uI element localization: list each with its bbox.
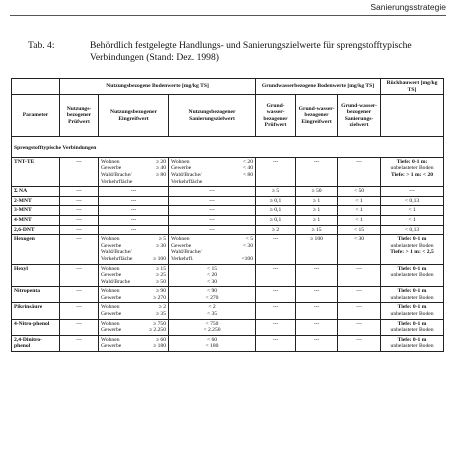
eingreif-line	[101, 295, 166, 302]
section-row	[12, 137, 444, 158]
eingreif-value: ≥ 60	[155, 336, 166, 343]
rueckbau-line: Tiefe: 0-1 m	[397, 288, 427, 295]
sanier-value: < 2	[208, 304, 216, 311]
cell-g-sanierungszielwert: < 1	[338, 215, 381, 225]
eingreif-use: Gewerbe	[101, 311, 122, 318]
cell-g-pruefwert: ---	[256, 264, 296, 287]
cell-parameter: 2,6-DNT	[12, 225, 60, 235]
sanier-use: Wald/Brache/	[171, 171, 202, 178]
eingreif-value: ≥ 30	[155, 242, 166, 249]
eingreif-use: Gewerbe	[101, 272, 122, 279]
cell-parameter: TNT-TE	[12, 157, 60, 186]
cell-g-sanierungszielwert: < 15	[338, 225, 381, 235]
cell-g-pruefwert: ≥ 0,1	[256, 215, 296, 225]
sanier-value: < 40	[242, 165, 254, 172]
cell-n-eingreifwert	[99, 287, 169, 303]
eingreif-line	[101, 179, 166, 186]
cell-parameter: 4-MNT	[12, 215, 60, 225]
sanier-value: < 35	[206, 311, 218, 318]
eingreif-line	[101, 249, 166, 256]
eingreif-line	[101, 272, 166, 279]
table-row	[12, 196, 444, 206]
cell-parameter: Σ NA	[12, 187, 60, 197]
cell-g-eingreifwert: ---	[296, 157, 338, 186]
cell-parameter: Hexogen	[12, 235, 60, 264]
eingreif-line	[101, 279, 166, 286]
sanier-value: < 20	[242, 158, 254, 165]
eingreif-line	[101, 165, 166, 172]
eingreif-line	[101, 311, 166, 318]
sanier-value: < 30	[206, 278, 218, 285]
cell-n-eingreifwert	[99, 264, 169, 287]
sanier-use: Wald/Brache/	[171, 249, 202, 256]
eingreif-use: Wohnen	[101, 320, 120, 327]
table-row	[12, 235, 444, 264]
table-row	[12, 319, 444, 335]
eingreif-value: ≥ 50	[155, 278, 166, 285]
eingreif-use: Wohnen	[101, 265, 120, 272]
rueckbau-line: Tiefe: 0-1 m	[397, 304, 427, 311]
col-g-eingreifwert: Grund-wasser-bezogener Eingreifwert	[296, 95, 338, 137]
cell-rueckbauwert	[381, 264, 444, 287]
sanier-value: < 60	[206, 336, 218, 343]
sanier-value: < 2.250	[203, 327, 221, 334]
cell-n-sanierungszielwert	[169, 264, 256, 287]
cell-g-eingreifwert: ---	[296, 303, 338, 319]
cell-rueckbauwert	[381, 235, 444, 264]
eingreif-line	[101, 236, 166, 243]
eingreif-use: Wohnen	[101, 236, 120, 243]
eingreif-use: Gewerbe	[101, 242, 122, 249]
sanier-line	[171, 179, 253, 186]
cell-n-pruefwert: ---	[60, 319, 99, 335]
cell-g-sanierungszielwert: < 1	[338, 206, 381, 216]
caption-table-number: Tab. 4:	[28, 40, 55, 51]
cell-n-eingreifwert: ---	[99, 187, 169, 197]
cell-rueckbauwert: ---	[381, 187, 444, 197]
sanier-value: < 270	[205, 294, 219, 301]
eingreif-use: Verkehrfläche	[101, 178, 133, 185]
table-row	[12, 225, 444, 235]
eingreif-value: ≥ 2.250	[148, 327, 166, 334]
table-row	[12, 335, 444, 351]
cell-n-pruefwert: ---	[60, 206, 99, 216]
group-header-row	[12, 79, 444, 95]
cell-n-sanierungszielwert: ---	[169, 225, 256, 235]
cell-n-pruefwert: ---	[60, 335, 99, 351]
group-empty-cell	[12, 79, 60, 95]
cell-g-pruefwert: ≥ 0,1	[256, 206, 296, 216]
cell-rueckbauwert: < 1	[381, 206, 444, 216]
cell-g-eingreifwert: ---	[296, 335, 338, 351]
cell-g-pruefwert: ---	[256, 235, 296, 264]
col-g-sanierungszielwert: Grund-wasser-bezogener Sanierungs-zielwert	[338, 95, 381, 137]
eingreif-value: ≥ 25	[155, 272, 166, 279]
table-row	[12, 187, 444, 197]
rueckbau-line: unbelasteter Boden	[390, 311, 434, 318]
cell-n-eingreifwert	[99, 157, 169, 186]
cell-n-sanierungszielwert: ---	[169, 187, 256, 197]
cell-g-pruefwert: ---	[256, 319, 296, 335]
cell-n-eingreifwert	[99, 335, 169, 351]
cell-g-sanierungszielwert: < 1	[338, 196, 381, 206]
cell-rueckbauwert: < 0,13	[381, 225, 444, 235]
sanier-value: < 80	[242, 171, 254, 178]
rueckbau-line: unbelasteter Boden	[390, 343, 434, 350]
eingreif-value: ≥ 180	[153, 343, 166, 350]
sanier-line	[171, 249, 253, 256]
cell-n-pruefwert: ---	[60, 157, 99, 186]
cell-g-sanierungszielwert: ---	[338, 303, 381, 319]
eingreif-value: ≥ 40	[155, 165, 166, 172]
sanier-value: < 90	[206, 288, 218, 295]
cell-n-pruefwert: ---	[60, 225, 99, 235]
cell-g-pruefwert: ---	[256, 303, 296, 319]
sanier-line	[171, 172, 253, 179]
eingreif-value: ≥ 80	[155, 171, 166, 178]
cell-n-pruefwert: ---	[60, 303, 99, 319]
table-row	[12, 287, 444, 303]
table-row	[12, 206, 444, 216]
eingreif-use: Gewerbe	[101, 165, 122, 172]
cell-rueckbauwert	[381, 287, 444, 303]
sanier-use: Verkehrfläche	[171, 178, 203, 185]
sanier-use: Gewerbe	[171, 242, 192, 249]
running-header: Sanierungsstrategie	[370, 2, 446, 12]
cell-n-eingreifwert: ---	[99, 225, 169, 235]
group-nutzung: Nutzungsbezogene Bodenwerte [mg/kg TS]	[60, 79, 256, 95]
cell-g-pruefwert: ---	[256, 287, 296, 303]
eingreif-line	[101, 304, 166, 311]
eingreif-line	[101, 288, 166, 295]
eingreif-line	[101, 243, 166, 250]
cell-parameter: Hexyl	[12, 264, 60, 287]
sanier-line	[171, 256, 253, 263]
sanier-value: < 180	[205, 343, 219, 350]
cell-n-sanierungszielwert	[169, 287, 256, 303]
sanier-line	[171, 236, 253, 243]
cell-n-pruefwert: ---	[60, 287, 99, 303]
cell-rueckbauwert: < 0,13	[381, 196, 444, 206]
cell-parameter: 2,4-Dinitro-phenol	[12, 335, 60, 351]
eingreif-line	[101, 159, 166, 166]
cell-n-sanierungszielwert	[169, 319, 256, 335]
cell-n-sanierungszielwert: ---	[169, 215, 256, 225]
table-row	[12, 303, 444, 319]
eingreif-use: Wohnen	[101, 336, 120, 343]
eingreif-use: Gewerbe	[101, 327, 122, 334]
rueckbau-line: unbelasteter Boden	[390, 294, 434, 301]
cell-n-pruefwert: ---	[60, 264, 99, 287]
group-grundwasser: Grundwasserbezogene Bodenwerte [mg/kg TS]	[256, 79, 381, 95]
col-n-pruefwert: Nutzungs-bezogener Prüfwert	[60, 95, 99, 137]
cell-g-sanierungszielwert: ---	[338, 319, 381, 335]
sanier-use: Wohnen	[171, 158, 190, 165]
cell-g-pruefwert: ≥ 0,1	[256, 196, 296, 206]
values-table	[11, 78, 444, 352]
eingreif-value: ≥ 20	[155, 158, 166, 165]
cell-n-eingreifwert	[99, 319, 169, 335]
cell-g-sanierungszielwert: ---	[338, 264, 381, 287]
sanier-value: < 15	[206, 265, 218, 272]
eingreif-use: Verkehrfläche	[101, 255, 133, 262]
col-parameter: Parameter	[12, 95, 60, 137]
cell-rueckbauwert	[381, 157, 444, 186]
table-row	[12, 157, 444, 186]
eingreif-line	[101, 256, 166, 263]
eingreif-value: ≥ 750	[153, 320, 166, 327]
cell-g-eingreifwert: ≥ 1	[296, 215, 338, 225]
sanier-use: Wohnen	[171, 236, 190, 243]
rueckbau-line: Tiefe: > 1 m: < 20	[390, 171, 434, 178]
eingreif-line	[101, 327, 166, 334]
cell-g-eingreifwert: ≥ 50	[296, 187, 338, 197]
cell-g-sanierungszielwert: ---	[338, 287, 381, 303]
rueckbau-line: unbelasteter Boden	[390, 242, 434, 249]
group-rueckbau: Rückbauwert [mg/kg TS]	[381, 79, 444, 95]
caption-text: Behördlich festgelegte Handlungs- und Sanierungszielwerte für sprengstofftypische Verbindungen (Stand: Dez. 1998)	[90, 40, 412, 63]
rueckbau-line: Tiefe: > 1 m: < 2,5	[390, 249, 434, 256]
sanier-value: < 5	[245, 236, 254, 243]
rueckbau-line: Tiefe: 0-1 m:	[396, 158, 428, 165]
col-n-sanierungszielwert: Nutzungsbezogener Sanierungszielwert	[169, 95, 256, 137]
column-header-row	[12, 95, 444, 137]
cell-parameter: 2-MNT	[12, 196, 60, 206]
sanier-line	[171, 165, 253, 172]
table-body	[12, 137, 444, 352]
cell-g-sanierungszielwert: ---	[338, 157, 381, 186]
col-n-eingreifwert: Nutzungsbezogener Eingreifwert	[99, 95, 169, 137]
eingreif-value: ≥ 2	[158, 304, 166, 311]
cell-n-eingreifwert	[99, 303, 169, 319]
cell-rueckbauwert	[381, 319, 444, 335]
eingreif-line	[101, 172, 166, 179]
cell-n-sanierungszielwert: ---	[169, 196, 256, 206]
eingreif-value: ≥ 15	[155, 265, 166, 272]
eingreif-line	[101, 266, 166, 273]
eingreif-value: ≥ 100	[153, 255, 166, 262]
sanier-value: < 30	[242, 242, 254, 249]
rueckbau-line: unbelasteter Boden	[390, 272, 434, 279]
cell-g-pruefwert: ---	[256, 157, 296, 186]
sanier-value: < 750	[205, 320, 219, 327]
eingreif-use: Wald/Brache/	[101, 249, 132, 256]
sanier-use: Gewerbe	[171, 165, 192, 172]
eingreif-value: ≥ 5	[158, 236, 166, 243]
cell-parameter: 4-Nitro-phenol	[12, 319, 60, 335]
cell-g-eingreifwert: ≥ 1	[296, 206, 338, 216]
cell-parameter: Pikrinsäure	[12, 303, 60, 319]
cell-g-sanierungszielwert: < 30	[338, 235, 381, 264]
cell-n-sanierungszielwert	[169, 157, 256, 186]
eingreif-line	[101, 343, 166, 350]
cell-g-eingreifwert: ≥ 1	[296, 196, 338, 206]
eingreif-use: Gewerbe	[101, 343, 122, 350]
cell-n-eingreifwert: ---	[99, 206, 169, 216]
eingreif-use: Wohnen	[101, 304, 120, 311]
cell-g-eingreifwert: ---	[296, 287, 338, 303]
eingreif-use: Wohnen	[101, 158, 120, 165]
cell-g-pruefwert: ≥ 2	[256, 225, 296, 235]
eingreif-use: Wohnen	[101, 288, 120, 295]
cell-g-sanierungszielwert: ---	[338, 335, 381, 351]
sanier-use: Verkehrfl.	[171, 255, 194, 262]
sanier-line	[171, 243, 253, 250]
cell-g-sanierungszielwert: < 50	[338, 187, 381, 197]
cell-rueckbauwert: < 1	[381, 215, 444, 225]
cell-parameter: Nitropenta	[12, 287, 60, 303]
cell-parameter: 3-MNT	[12, 206, 60, 216]
rueckbau-line: Tiefe: 0-1 m	[397, 336, 427, 343]
cell-g-eingreifwert: ---	[296, 264, 338, 287]
section-title: Sprengstofftypische Verbindungen	[12, 137, 444, 158]
cell-g-pruefwert: ---	[256, 335, 296, 351]
eingreif-line	[101, 337, 166, 344]
eingreif-use: Wald/Brache	[101, 278, 131, 285]
cell-n-pruefwert: ---	[60, 196, 99, 206]
table-row	[12, 215, 444, 225]
eingreif-value: ≥ 90	[155, 288, 166, 295]
eingreif-use: Wald/Brache/	[101, 171, 132, 178]
eingreif-line	[101, 321, 166, 328]
eingreif-value: ≥ 35	[155, 311, 166, 318]
sanier-value: < 20	[206, 272, 218, 279]
col-g-pruefwert: Grund-wasser-bezogener Prüfwert	[256, 95, 296, 137]
cell-g-eingreifwert: ≥ 100	[296, 235, 338, 264]
sanier-value: <100	[241, 255, 254, 262]
cell-n-eingreifwert	[99, 235, 169, 264]
cell-n-pruefwert: ---	[60, 235, 99, 264]
table-row	[12, 264, 444, 287]
rueckbau-line: Tiefe: 0-1 m	[397, 236, 427, 243]
rueckbau-line: Tiefe: 0-1 m	[397, 320, 427, 327]
cell-g-eingreifwert: ≥ 15	[296, 225, 338, 235]
cell-n-pruefwert: ---	[60, 215, 99, 225]
sanier-line	[171, 159, 253, 166]
cell-n-sanierungszielwert	[169, 303, 256, 319]
cell-n-sanierungszielwert	[169, 335, 256, 351]
cell-n-sanierungszielwert	[169, 235, 256, 264]
cell-n-sanierungszielwert: ---	[169, 206, 256, 216]
header-rule	[10, 15, 446, 16]
cell-n-eingreifwert: ---	[99, 215, 169, 225]
rueckbau-line: unbelasteter Boden	[390, 165, 434, 172]
cell-n-eingreifwert: ---	[99, 196, 169, 206]
cell-rueckbauwert	[381, 303, 444, 319]
col-rueckbau-empty	[381, 95, 444, 137]
cell-g-pruefwert: ≥ 5	[256, 187, 296, 197]
table-caption	[28, 40, 428, 63]
cell-g-eingreifwert: ---	[296, 319, 338, 335]
eingreif-use: Gewerbe	[101, 294, 122, 301]
eingreif-value: ≥ 270	[153, 294, 166, 301]
rueckbau-line: Tiefe: 0-1 m	[397, 265, 427, 272]
rueckbau-line: unbelasteter Boden	[390, 327, 434, 334]
cell-n-pruefwert: ---	[60, 187, 99, 197]
cell-rueckbauwert	[381, 335, 444, 351]
